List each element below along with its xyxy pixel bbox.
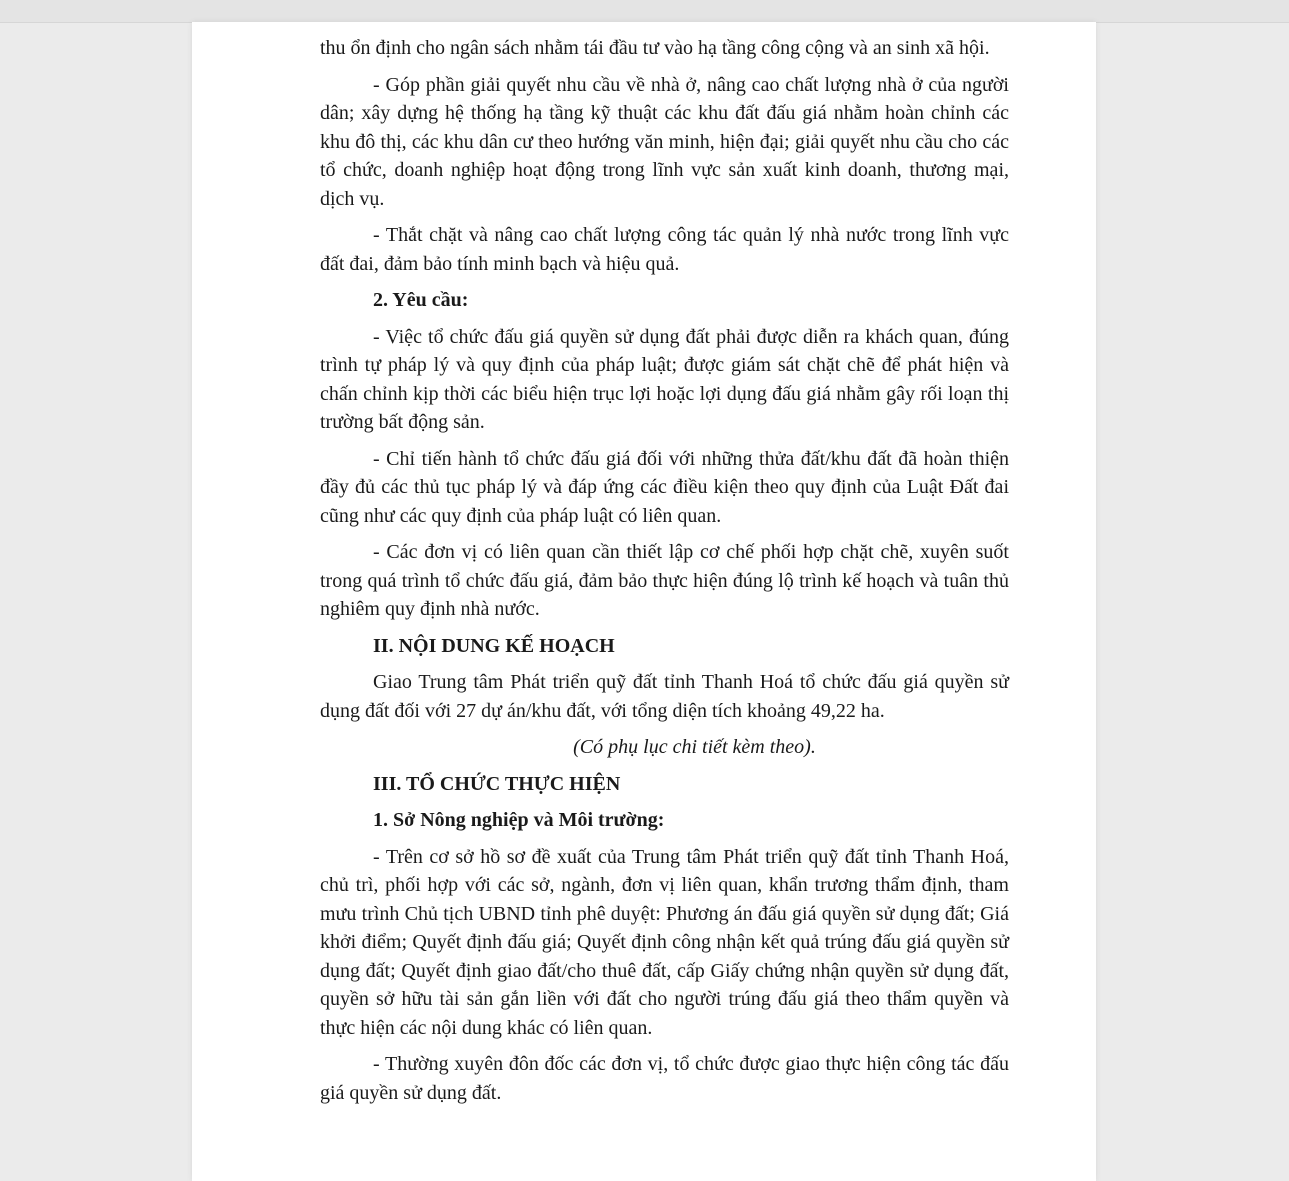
heading-department: 1. Sở Nông nghiệp và Môi trường: (373, 809, 665, 831)
page-content (320, 34, 1009, 1115)
document-page[interactable] (192, 22, 1096, 1181)
paragraph-urge-units: - Thường xuyên đôn đốc các đơn vị, tổ chức được giao thực hiện công tác đấu giá quyền sử dụng đất. (320, 1053, 1009, 1104)
paragraph-legal-procedures: - Chỉ tiến hành tổ chức đấu giá đối với những thửa đất/khu đất đã hoàn thiện đầy đủ các thủ tục pháp lý và đáp ứng các điều kiện theo quy định của Luật Đất đai cũng như các quy định của pháp luật có liên quan. (320, 447, 1009, 527)
paragraph-housing-needs: - Góp phần giải quyết nhu cầu về nhà ở, nâng cao chất lượng nhà ở của người dân; xây dựng hệ thống hạ tầng kỹ thuật các khu đất đấu giá nhằm hoàn chỉnh các khu đô thị, các khu dân cư theo hướng văn minh, hiện đại; giải quyết nhu cầu cho các tổ chức, doanh nghiệp hoạt động trong lĩnh vực sản xuất kinh doanh, thương mại, dịch vụ. (320, 73, 1009, 210)
paragraph-continued: thu ổn định cho ngân sách nhằm tái đầu tư vào hạ tầng công cộng và an sinh xã hội. (320, 37, 990, 59)
paragraph-land-management: - Thắt chặt và nâng cao chất lượng công tác quản lý nhà nước trong lĩnh vực đất đai, đảm bảo tính minh bạch và hiệu quả. (320, 224, 1009, 275)
paragraph-department-duties: - Trên cơ sở hồ sơ đề xuất của Trung tâm Phát triển quỹ đất tỉnh Thanh Hoá, chủ trì, phối hợp với các sở, ngành, đơn vị liên quan, khẩn trương thẩm định, tham mưu trình Chủ tịch UBND tỉnh phê duyệt: Phương án đấu giá quyền sử dụng đất; Giá khởi điểm; Quyết định đấu giá; Quyết định công nhận kết quả trúng đấu giá quyền sử dụng đất; Quyết định giao đất/cho thuê đất, cấp Giấy chứng nhận quyền sử dụng đất, quyền sở hữu tài sản gắn liền với đất cho người trúng đấu giá theo thẩm quyền và thực hiện các nội dung khác có liên quan. (320, 845, 1009, 1039)
heading-requirements: 2. Yêu cầu: (373, 289, 469, 311)
paragraph-coordination: - Các đơn vị có liên quan cần thiết lập cơ chế phối hợp chặt chẽ, xuyên suốt trong quá trình tổ chức đấu giá, đảm bảo thực hiện đúng lộ trình kế hoạch và tuân thủ nghiêm quy định nhà nước. (320, 541, 1009, 620)
heading-implementation: III. TỔ CHỨC THỰC HIỆN (373, 772, 621, 795)
paragraph-auction-objective: - Việc tổ chức đấu giá quyền sử dụng đất phải được diễn ra khách quan, đúng trình tự pháp lý và quy định của pháp luật; được giám sát chặt chẽ để phát hiện và chấn chỉnh kịp thời các biểu hiện trục lợi hoặc lợi dụng đấu giá nhằm gây rối loạn thị trường bất động sản. (320, 325, 1009, 433)
appendix-note: (Có phụ lục chi tiết kèm theo). (573, 736, 816, 758)
paragraph-assignment: Giao Trung tâm Phát triển quỹ đất tỉnh Thanh Hoá tổ chức đấu giá quyền sử dụng đất đối với 27 dự án/khu đất, với tổng diện tích khoảng 49,22 ha. (320, 671, 1009, 722)
viewer-top-bar (0, 0, 1289, 23)
heading-plan-content: II. NỘI DUNG KẾ HOẠCH (373, 634, 615, 657)
